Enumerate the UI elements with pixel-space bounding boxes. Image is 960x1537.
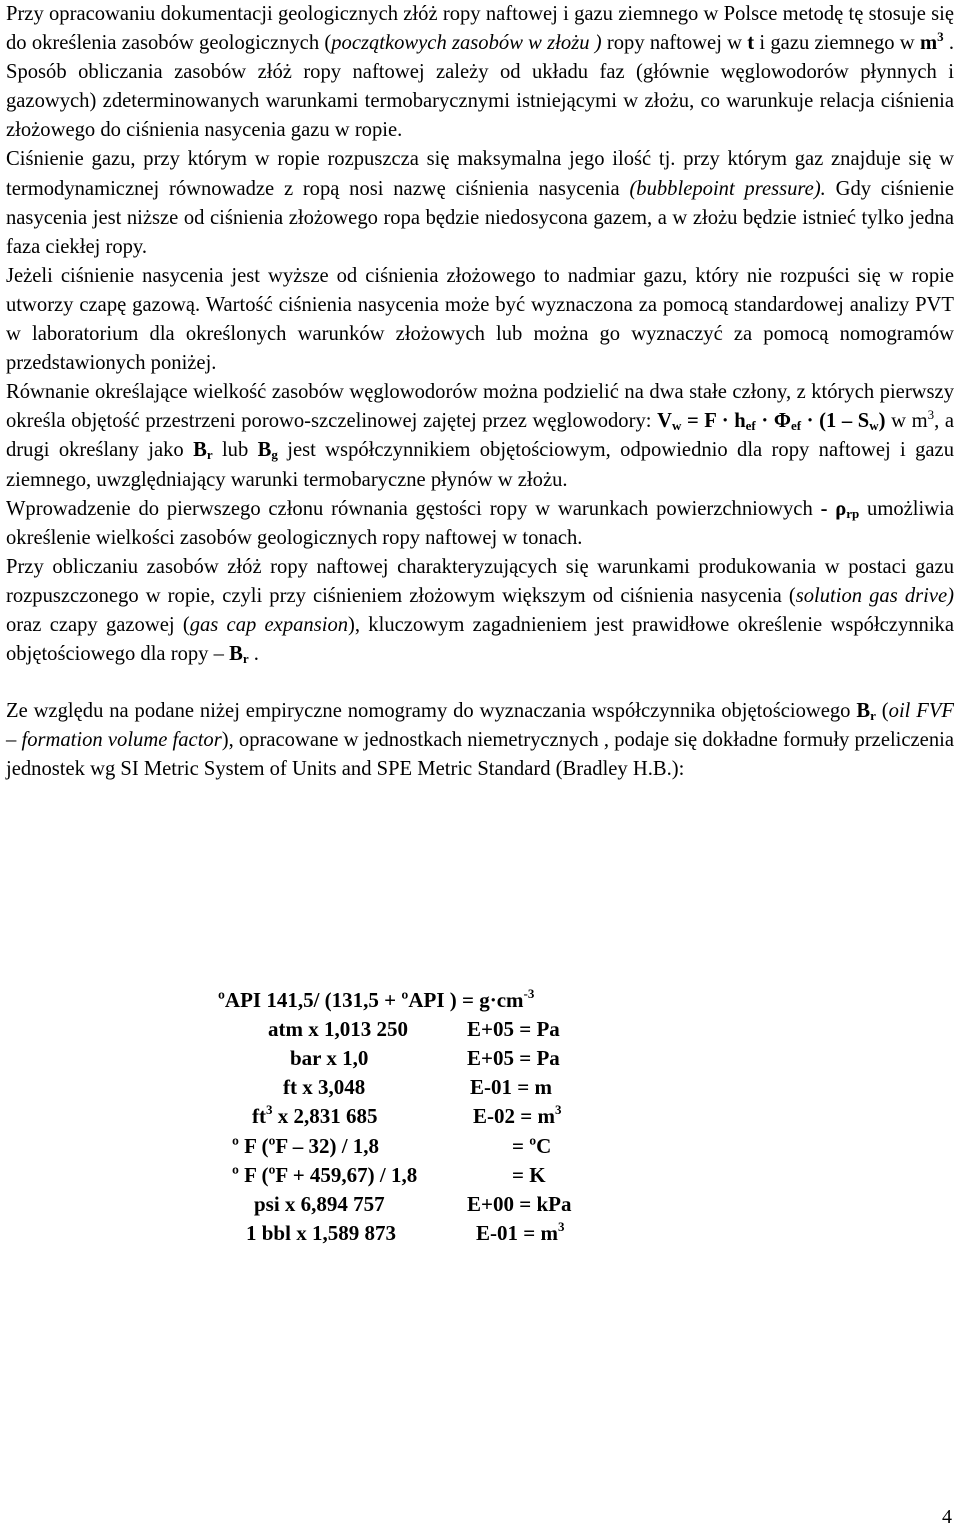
symbol-br: B	[856, 700, 871, 723]
italic-text: (bubblepoint pressure).	[629, 177, 826, 200]
page-number: 4	[942, 1506, 952, 1528]
formula-ft3-left: $ft^3$ x 2,831 685	[252, 1102, 378, 1128]
equation-vw: $V_w = F \cdot h_{ef} \cdot \Phi_{ef} \cdot (1 - S_w)$	[657, 410, 886, 434]
text: oraz czapy gazowej (	[6, 613, 190, 636]
symbol-rho: - ρ	[820, 497, 847, 520]
text: ), kluczowym zagadnieniem jest prawidłowe określenie współczynnika objętościowego dla ropy –	[6, 613, 954, 666]
text: (	[875, 700, 889, 723]
formula-atm-left: atm x 1,013 250	[268, 1017, 408, 1041]
formula-kelvin-left: º F (ºF + 459,67) / 1,8	[232, 1163, 418, 1187]
text: lub	[212, 439, 258, 462]
text: Ciśnienie gazu, przy którym w ropie rozpuszcza się maksymalna jego ilość tj. przy którym gaz znajduje się w termodynamicznej równowadze z ropą nosi nazwę ciśnienia nasycenia	[6, 148, 954, 200]
symbol-br: B	[229, 643, 243, 666]
text: , a drugi określany jako	[6, 410, 955, 462]
symbol-bg: B	[257, 439, 272, 462]
formula-ft-left: ft x 3,048	[283, 1075, 366, 1099]
paragraph-2	[6, 145, 954, 261]
text: jest współczynnikiem objętościowym, odpowiednio dla ropy naftowej i gazu ziemnego, uwzględniający warunki termobaryczne płynów w złożu.	[6, 439, 954, 491]
symbol-br: B	[193, 439, 207, 462]
formula-ft-right: E-01 = m	[470, 1075, 552, 1099]
text: Gdy ciśnienie nasycenia jest niższe od ciśnienia złożowego ropa będzie niedosycona gazem, a w złożu będzie istnieć tylko jedna faza ciekłej ropy.	[6, 177, 954, 258]
formula-api: ºAPI 141,5/ (131,5 + ºAPI ) = $g\cdot cm^{-3}$	[218, 986, 535, 1012]
text: ), opracowane w jednostkach niemetrycznych , podaje się dokładne formuły przeliczenia jednostek wg SI Metric System of Units and SPE Metric Standard (Bradley H.B.):	[6, 729, 954, 781]
paragraph-3: Jeżeli ciśnienie nasycenia jest wyższe od ciśnienia złożowego to nadmiar gazu, który nie rozpuści się w ropie utworzy czapę gazową. Wartość ciśnienia nasycenia może być wyznaczona za pomocą standardowej analizy PVT w laboratorium dla określonych warunków złożowych lub można go wyznaczyć za pomocą nomogramów przedstawionych poniżej.	[6, 264, 954, 375]
text: Równanie określające wielkość zasobów węglowodorów można podzielić na dwa stałe człony, z których pierwszy określa objętość przestrzeni porowo-szczelinowej zajętej przez węglowodory:	[6, 381, 954, 433]
text: ropy naftowej w	[601, 32, 748, 55]
text: umożliwia określenie wielkości zasobów geologicznych ropy naftowej w tonach.	[6, 497, 954, 549]
formula-bar-right: E+05 = Pa	[467, 1046, 560, 1070]
paragraph-7: Ze względu na podane niżej empiryczne nomogramy do wyznaczania współczynnika objętościowego $B_r$ (oil FVF – formation volume factor), opracowane w jednostkach niemetrycznych , podaje się dokładne formuły przeliczenia jednostek wg SI Metric System of Units and SPE Metric Standard (Bradley H.B.):	[6, 700, 954, 781]
text: Przy obliczaniu zasobów złóż ropy naftowej charakteryzujących się warunkami produkowania w postaci gazu rozpuszczonego w ropie, czyli przy ciśnieniem złożowym większym od ciśnienia nasycenia (	[6, 555, 954, 607]
unit-t: t	[747, 32, 755, 55]
formula-psi-left: psi x 6,894 757	[254, 1192, 385, 1216]
text: .	[248, 643, 259, 666]
formula-bbl-left: 1 bbl x 1,589 873	[246, 1221, 396, 1245]
formula-atm-right: E+05 = Pa	[467, 1017, 560, 1041]
unit-m3: m	[919, 32, 938, 55]
formula-ft3-right: $E-02 = m^3$	[473, 1102, 562, 1128]
italic-text: solution gas drive)	[795, 584, 954, 607]
paragraph-1	[6, 0, 954, 145]
formula-kelvin-right: = K	[512, 1163, 546, 1187]
italic-text: oil FVF – formation volume factor	[6, 700, 954, 752]
formula-celsius-right: = ºC	[512, 1134, 552, 1158]
formula-bbl-right: $E-01 = m^3$	[476, 1219, 565, 1245]
formula-celsius-left: º F (ºF – 32) / 1,8	[232, 1134, 380, 1158]
superscript: 3	[937, 29, 944, 45]
superscript: 3	[927, 407, 935, 423]
italic-text: początkowych zasobów w złożu )	[331, 32, 602, 55]
formula-psi-right: E+00 = kPa	[467, 1192, 572, 1216]
document-body	[6, 0, 954, 784]
paragraph-5: Wprowadzenie do pierwszego członu równania gęstości ropy w warunkach powierzchniowych - $\rho_{rp}$ umożliwia określenie wielkości zasobów geologicznych ropy naftowej w tonach.	[6, 497, 954, 549]
formula-bar-left: bar x 1,0	[290, 1046, 369, 1070]
text: . Sposób obliczania zasobów złóż ropy naftowej zależy od układu faz (głównie węglowodorów płynnych i gazowych) zdeterminowanych warunkami termobarycznymi istniejącymi w złożu, co warunkuje relacja ciśnienia złożowego do ciśnienia nasycenia gazu w ropie.	[6, 32, 954, 142]
text: Przy opracowaniu dokumentacji geologicznych złóż ropy naftowej i gazu ziemnego w Polsce metodę tę stosuje się do określenia zasobów geologicznych (	[6, 3, 954, 55]
text: Ze względu na podane niżej empiryczne nomogramy do wyznaczania współczynnika objętościowego	[6, 700, 857, 723]
text: i gazu ziemnego w	[754, 32, 920, 55]
paragraph-4: Równanie określające wielkość zasobów węglowodorów można podzielić na dwa stałe człony, z których pierwszy określa objętość przestrzeni porowo-szczelinowej zajętej przez węglowodory: $V_w = F \cdot h_{ef} \cdot \Phi_{ef} \cdot (1 - S_w)$ w $m^3$, a drugi określany jako $B_r$ lub $B_g$ jest współczynnikiem objętościowym, odpowiednio dla ropy naftowej i gazu ziemnego, uwzględniający warunki termobaryczne płynów w złożu.	[6, 381, 955, 491]
italic-text: gas cap expansion	[189, 613, 349, 636]
text: Wprowadzenie do pierwszego członu równania gęstości ropy w warunkach powierzchniowych	[6, 497, 821, 520]
text: w m	[885, 410, 928, 433]
paragraph-6: Przy obliczaniu zasobów złóż ropy naftowej charakteryzujących się warunkami produkowania w postaci gazu rozpuszczonego w ropie, czyli przy ciśnieniem złożowym większym od ciśnienia nasycenia (solution gas drive) oraz czapy gazowej (gas cap expansion), kluczowym zagadnieniem jest prawidłowe określenie współczynnika objętościowego dla ropy – $B_r$ .	[6, 555, 954, 667]
